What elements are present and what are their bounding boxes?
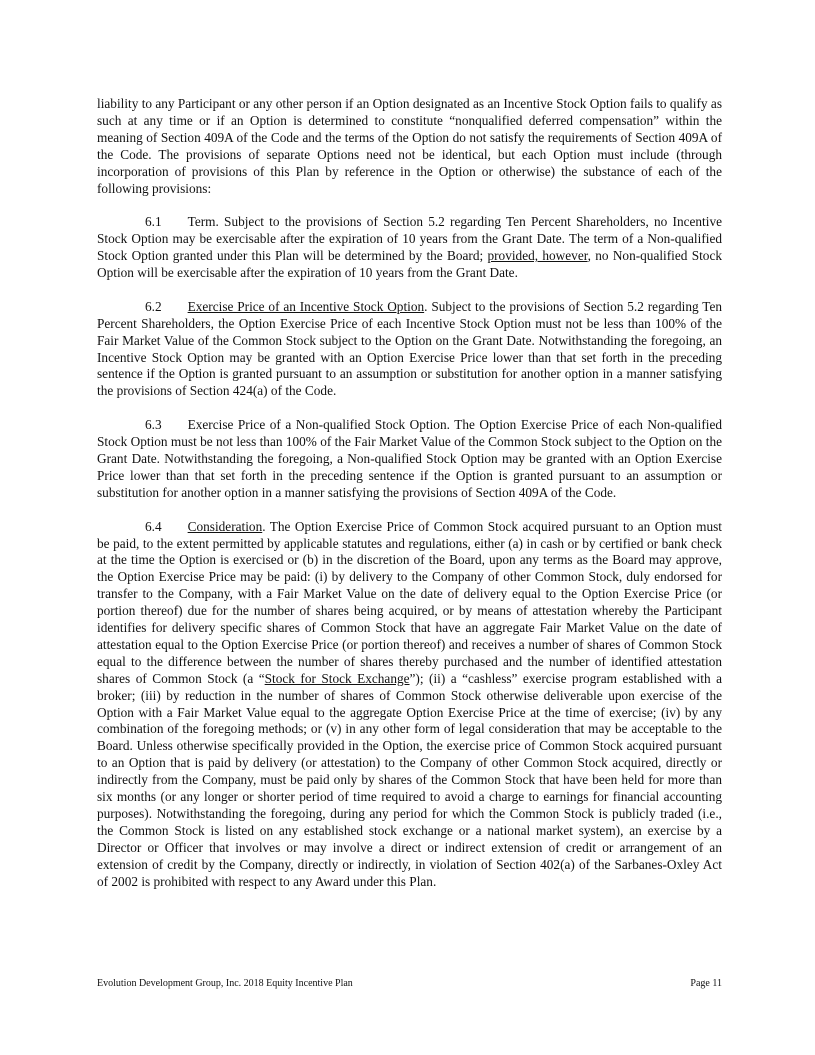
section-heading: Exercise Price of a Non-qualified Stock Option.	[187, 417, 450, 433]
provided-however-term: provided, however	[487, 248, 588, 264]
section-heading: Exercise Price of an Incentive Stock Option	[187, 298, 425, 314]
section-text: . Subject to the provisions of Section 5.2 regarding Ten Percent Shareholders, the Option Exercise Price of each Incentive Stock Option must not be less than 100% of the Fair Market Value of the Common Stock subject to the Option on the Grant Date. Notwithstanding the foregoing, an Incentive Stock Option may be granted with an Option Exercise Price lower than that set forth in the preceding sentence if the Option is granted pursuant to an assumption or substitution for another option in a manner satisfying the provisions of Section 424(a) of the Code.	[97, 298, 723, 399]
intro-paragraph: liability to any Participant or any other person if an Option designated as an Incentive Stock Option fails to qualify as such at any time or if an Option is determined to constitute “nonqualified deferred compensation” within the meaning of Section 409A of the Code and the terms of the Option do not satisfy the requirements of Section 409A of the Code. The provisions of separate Options need not be identical, but each Option must include (through incorporation of provisions of this Plan by reference in the Option or otherwise) the substance of each of the following provisions:	[97, 96, 722, 196]
section-text: ”); (ii) a “cashless” exercise program established with a broker; (iii) by reduction in the number of shares of Common Stock otherwise deliverable upon exercise of the Option with a Fair Market Value equal to the aggregate Option Exercise Price at the time of exercise; (iv) by any combination of the foregoing methods; or (v) in any other form of legal consideration that may be acceptable to the Board. Unless otherwise specifically provided in the Option, the exercise price of Common Stock acquired pursuant to an Option that is paid by delivery (or attestation) to the Company of other Common Stock acquired, directly or indirectly from the Company, must be paid only by shares of the Common Stock that have been held for more than six months (or any longer or shorter period of time required to avoid a charge to earnings for financial accounting purposes). Notwithstanding the foregoing, during any period for which the Common Stock is publicly traded (i.e., the Common Stock is listed on any established stock exchange or a national market system), an exercise by a Director or Officer that involves or may involve a direct or indirect extension of credit or arrangement of an extension of credit by the Company, directly or indirectly, in violation of Section 402(a) of the Sarbanes-Oxley Act of 2002 is prohibited with respect to any Award under this Plan.	[97, 670, 722, 889]
section-text: , no Non-qualified Stock Option will be exercisable after the expiration of 10 years from the Grant Date.	[97, 248, 722, 281]
page-footer	[97, 978, 722, 989]
section-6-2	[97, 299, 722, 400]
section-number: 6.1	[145, 214, 162, 230]
section-heading: Term.	[187, 214, 219, 230]
section-6-1	[97, 214, 722, 282]
section-number: 6.4	[145, 518, 162, 534]
section-heading: Consideration	[187, 518, 263, 534]
section-text: Subject to the provisions of Section 5.2 regarding Ten Percent Shareholders, no Incentive Stock Option may be exercisable after the expiration of 10 years from the Grant Date. The term of a Non-qualified Stock Option granted under this Plan will be determined by the Board;	[97, 214, 722, 264]
section-text: The Option Exercise Price of each Non-qualified Stock Option must be not less than 100% of the Fair Market Value of the Common Stock subject to the Option on the Grant Date. Notwithstanding the foregoing, a Non-qualified Stock Option may be granted with an Option Exercise Price lower than that set forth in the preceding sentence if the Option is granted pursuant to an assumption or substitution for another option in a manner satisfying the provisions of Section 409A of the Code.	[97, 417, 723, 500]
section-6-4	[97, 519, 722, 891]
section-number: 6.2	[145, 298, 162, 314]
footer-title: Evolution Development Group, Inc. 2018 Equity Incentive Plan	[97, 978, 353, 989]
section-6-3	[97, 417, 722, 502]
defined-term: Stock for Stock Exchange	[264, 670, 410, 686]
page-number: Page 11	[690, 978, 722, 989]
section-number: 6.3	[145, 417, 162, 433]
section-text: . The Option Exercise Price of Common Stock acquired pursuant to an Option must be paid, to the extent permitted by applicable statutes and regulations, either (a) in cash or by certified or bank check at the time the Option is exercised or (b) in the discretion of the Board, upon any terms as the Board may approve, the Option Exercise Price may be paid: (i) by delivery to the Company of other Common Stock, duly endorsed for transfer to the Company, with a Fair Market Value on the date of delivery equal to the Option Exercise Price (or portion thereof) due for the number of shares being acquired, or by means of attestation whereby the Participant identifies for delivery specific shares of Common Stock that have an aggregate Fair Market Value on the date of attestation equal to the Option Exercise Price (or portion thereof) and receives a number of shares of Common Stock equal to the difference between the number of shares thereby purchased and the number of identified attestation shares of Common Stock (a “	[97, 518, 722, 686]
document-body	[97, 96, 722, 891]
